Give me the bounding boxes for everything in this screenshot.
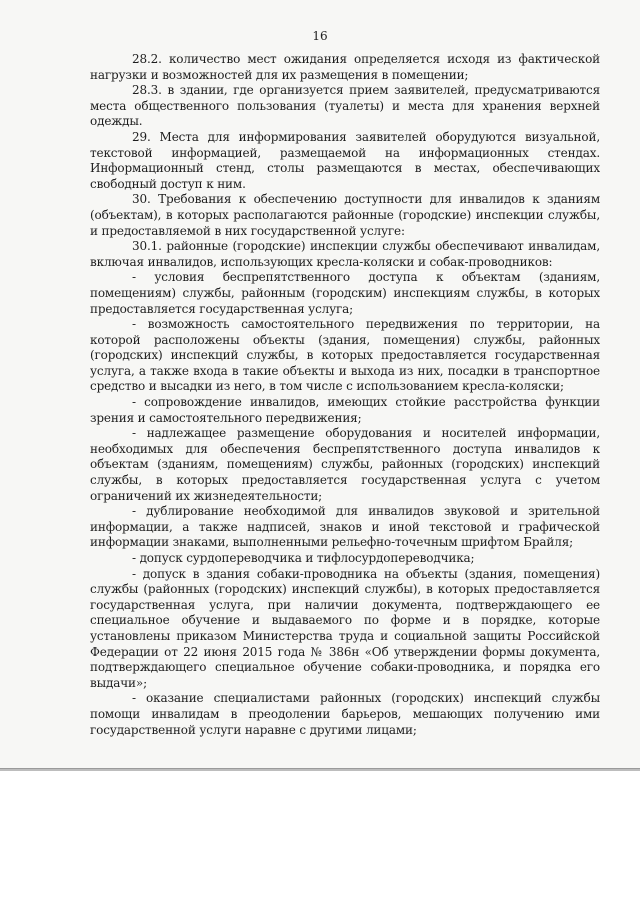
list-item-information-duplication: - дублирование необходимой для инвалидов звуковой и зрительной информации, а также надписей, знаков и иной текстовой и графической информации знаками, выполненными рельефно-точечным шрифтом Брайля;: [90, 504, 600, 550]
list-item-escort: - сопровождение инвалидов, имеющих стойкие расстройства функции зрения и самостоятельного передвижения;: [90, 395, 600, 425]
list-item-guide-dog-admission: - допуск в здания собаки-проводника на объекты (здания, помещения) службы (районных (городских) инспекций службы), в которых предоставляется государственная услуга, при наличии документа, подтверждающего ее специальное обучение и выдаваемого по форме и в порядке, которые установлены приказом Министерства труда и социальной защиты Российской Федерации от 22 июня 2015 года № 386н «Об утверждении формы документа, подтверждающего специальное обучение собаки-проводника, и порядка его выдачи»;: [90, 566, 600, 690]
list-item-interpreter-admission: - допуск сурдопереводчика и тифлосурдопереводчика;: [132, 551, 475, 565]
paragraph-28-2: 28.2. количество мест ожидания определяется исходя из фактической нагрузки и возможностей для их размещения в помещении;: [90, 52, 600, 82]
list-item-independent-movement: - возможность самостоятельного передвижения по территории, на которой расположены объекты (здания, помещения) службы, районных (городских) инспекций службы, в которых предоставляется государственная услуга, а также входа в такие объекты и выхода из них, посадки в транспортное средство и высадки из него, в том числе с использованием кресла-коляски;: [90, 317, 600, 394]
paragraph-28-3: 28.3. в здании, где организуется прием заявителей, предусматриваются места общественного пользования (туалеты) и места для хранения верхней одежды.: [90, 83, 600, 129]
paragraph-29: 29. Места для информирования заявителей оборудуются визуальной, текстовой информацией, размещаемой на информационных стендах. Информационный стенд, столы размещаются в местах, обеспечивающих свободный доступ к ним.: [90, 129, 600, 191]
paragraph-30: 30. Требования к обеспечению доступности для инвалидов к зданиям (объектам), в которых располагаются районные (городские) инспекции службы, и предоставляемой в них государственной услуге:: [90, 192, 600, 238]
paragraph-30-1: 30.1. районные (городские) инспекции службы обеспечивают инвалидам, включая инвалидов, использующих кресла-коляски и собак-проводников:: [90, 239, 600, 269]
page-number: 16: [312, 29, 328, 43]
list-item-specialist-assistance: - оказание специалистами районных (городских) инспекций службы помощи инвалидам в преодолении барьеров, мешающих получению ими государственной услуги наравне с другими лицами;: [90, 691, 600, 737]
list-item-access-conditions: - условия беспрепятственного доступа к объектам (зданиям, помещениям) службы, районным (городским) инспекциям службы, в которых предоставляется государственная услуга;: [90, 270, 600, 316]
list-item-equipment-placement: - надлежащее размещение оборудования и носителей информации, необходимых для обеспечения беспрепятственного доступа инвалидов к объектам (зданиям, помещениям) службы, районных (городских) инспекций службы, в которых предоставляется государственная услуга с учетом ограничений их жизнедеятельности;: [90, 426, 600, 503]
document-body: [90, 52, 600, 738]
